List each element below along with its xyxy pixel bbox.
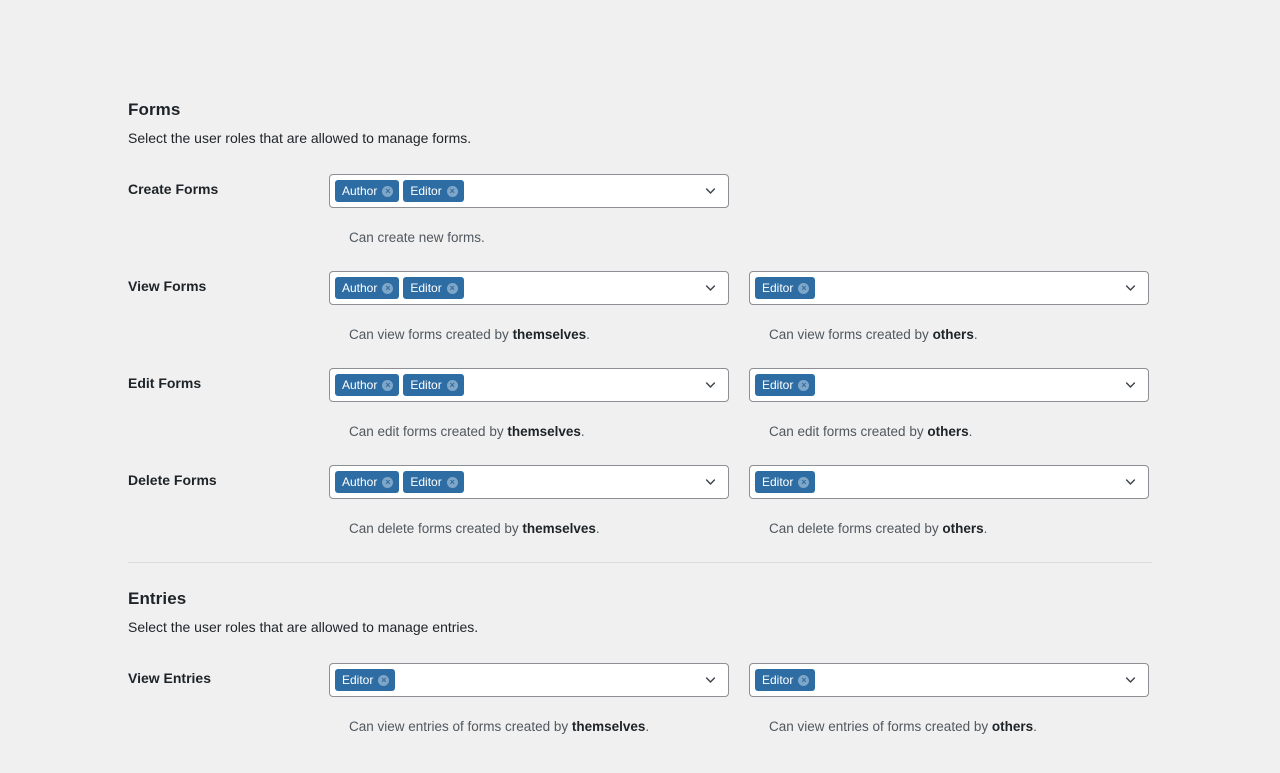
role-tag-label: Editor [762,673,794,687]
hint-emphasis: themselves [512,327,587,342]
remove-role-icon[interactable]: × [798,283,809,294]
role-multiselect[interactable] [749,368,1149,402]
role-tag[interactable] [403,374,463,396]
setting-row-label: Edit Forms [128,375,202,391]
role-multiselect[interactable] [749,465,1149,499]
hint-column [349,220,749,245]
hint-prefix: Can delete forms created by [349,521,523,536]
section-description: Select the user roles that are allowed to manage forms. [128,130,472,146]
hint-column [769,709,1169,734]
hint-column [769,414,1169,439]
setting-row-label: Delete Forms [128,472,217,488]
field-hint [349,521,749,536]
role-tag-label: Editor [410,184,442,198]
hint-column [349,414,749,439]
field-column [749,663,1149,697]
section-forms [128,100,1152,536]
field-hint [349,424,749,439]
hint-suffix: . [586,327,590,342]
role-tag-label: Editor [342,673,374,687]
hint-suffix: . [580,424,585,439]
settings-container [128,100,1152,760]
role-tag[interactable] [335,669,395,691]
hint-prefix: Can edit forms created by [769,424,928,439]
field-hint [769,521,1169,536]
hint-prefix: Can create new forms. [349,230,485,245]
field-column [329,174,729,208]
hint-emphasis: others [932,327,974,342]
role-tag-label: Editor [410,281,442,295]
setting-row-fields [329,174,1152,208]
role-tag[interactable] [403,277,463,299]
field-hint [349,719,749,734]
hint-emphasis: themselves [522,521,596,536]
hint-column [769,317,1169,342]
hint-prefix: Can view entries of forms created by [769,719,992,734]
chevron-down-icon [1124,379,1137,392]
setting-row-fields [329,368,1152,402]
role-tag-label: Author [342,475,378,489]
field-hint [769,719,1169,734]
field-hint [349,327,749,342]
setting-row-fields [329,465,1152,499]
hint-prefix: Can edit forms created by [349,424,508,439]
section-title: Forms [128,100,181,119]
setting-row [128,271,1152,305]
hint-suffix: . [1033,719,1037,734]
setting-row [128,465,1152,499]
field-column [749,465,1149,499]
field-column [749,271,1149,305]
field-column [329,271,729,305]
remove-role-icon[interactable]: × [447,283,458,294]
section-title: Entries [128,589,187,608]
role-tag[interactable] [403,180,463,202]
hint-row [329,414,1152,439]
remove-role-icon[interactable]: × [447,477,458,488]
setting-row [128,663,1152,697]
role-tag[interactable] [335,374,399,396]
section-description: Select the user roles that are allowed to manage entries. [128,619,479,635]
field-column [329,663,729,697]
setting-row [128,174,1152,208]
role-tag-label: Author [342,378,378,392]
setting-row-fields [329,663,1152,697]
remove-role-icon[interactable]: × [382,477,393,488]
section-entries [128,589,1152,734]
field-column [329,368,729,402]
remove-role-icon[interactable]: × [382,380,393,391]
role-tag-label: Editor [410,475,442,489]
hint-column [349,709,749,734]
section-divider [128,562,1152,563]
role-tag[interactable] [755,669,815,691]
remove-role-icon[interactable]: × [447,380,458,391]
field-hint [769,327,1169,342]
role-tag[interactable] [755,471,815,493]
hint-row [329,511,1152,536]
hint-emphasis: others [991,719,1034,734]
role-tag[interactable] [335,277,399,299]
role-multiselect[interactable] [329,663,729,697]
chevron-down-icon [1124,674,1137,687]
role-tag[interactable] [755,374,815,396]
hint-column [349,511,749,536]
field-column [749,368,1149,402]
role-tag-label: Editor [762,378,794,392]
hint-emphasis: others [927,424,969,439]
chevron-down-icon [704,282,717,295]
hint-suffix: . [973,327,978,342]
hint-emphasis: others [942,521,984,536]
field-column [329,465,729,499]
hint-row [329,317,1152,342]
hint-suffix: . [595,521,600,536]
remove-role-icon[interactable]: × [798,675,809,686]
hint-column [349,317,749,342]
role-tag[interactable] [403,471,463,493]
remove-role-icon[interactable]: × [382,283,393,294]
chevron-down-icon [1124,476,1137,489]
role-tag[interactable] [335,180,399,202]
remove-role-icon[interactable]: × [382,186,393,197]
setting-row-label: Create Forms [128,181,219,197]
role-tag[interactable] [335,471,399,493]
chevron-down-icon [704,476,717,489]
hint-emphasis: themselves [507,424,581,439]
role-multiselect[interactable] [329,174,729,208]
hint-prefix: Can view entries of forms created by [349,719,572,734]
hint-suffix: . [645,719,650,734]
setting-row-label: View Forms [128,278,207,294]
role-tag-label: Author [342,184,378,198]
field-hint [769,424,1169,439]
hint-prefix: Can view forms created by [349,327,513,342]
role-tag-label: Editor [762,475,794,489]
hint-row [329,220,1152,245]
role-multiselect[interactable] [329,368,729,402]
hint-emphasis: themselves [571,719,646,734]
hint-column [769,511,1169,536]
role-tag-label: Author [342,281,378,295]
setting-row [128,368,1152,402]
setting-row-fields [329,271,1152,305]
setting-row-label: View Entries [128,670,212,686]
chevron-down-icon [1124,282,1137,295]
chevron-down-icon [704,185,717,198]
remove-role-icon[interactable]: × [378,675,389,686]
hint-row [329,709,1152,734]
hint-prefix: Can delete forms created by [769,521,943,536]
field-hint [349,230,749,245]
role-tag[interactable] [755,277,815,299]
chevron-down-icon [704,674,717,687]
role-multiselect[interactable] [749,271,1149,305]
role-tag-label: Editor [410,378,442,392]
remove-role-icon[interactable]: × [798,380,809,391]
role-multiselect[interactable] [329,271,729,305]
chevron-down-icon [704,379,717,392]
role-tag-label: Editor [762,281,794,295]
hint-prefix: Can view forms created by [769,327,933,342]
hint-suffix: . [983,521,988,536]
role-multiselect[interactable] [329,465,729,499]
remove-role-icon[interactable]: × [798,477,809,488]
remove-role-icon[interactable]: × [447,186,458,197]
role-multiselect[interactable] [749,663,1149,697]
hint-suffix: . [968,424,973,439]
